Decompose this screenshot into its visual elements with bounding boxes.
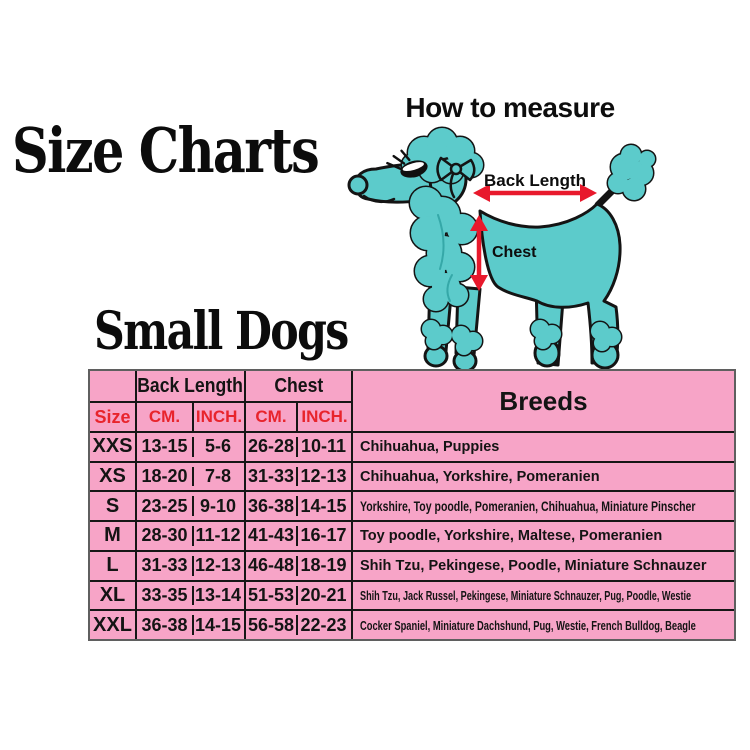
row-s-chest-cm: 36-38 (244, 490, 296, 520)
poodle-tail (598, 145, 655, 205)
row-s-breeds: Yorkshire, Toy poodle, Pomeranien, Chihuahua, Miniature Pinscher (351, 490, 734, 520)
poodle-illustration (340, 125, 700, 375)
row-xxs-size: XXS (90, 431, 135, 461)
row-m-bl-cm: 28-30 (135, 520, 192, 550)
row-xs-bl-cm: 18-20 (135, 461, 192, 491)
poodle-svg (340, 125, 700, 375)
row-l-chest-inch: 18-19 (296, 550, 351, 580)
row-xxs-bl-inch: 5-6 (192, 431, 244, 461)
header-blank-cell (90, 371, 135, 401)
row-l-bl-inch: 12-13 (192, 550, 244, 580)
poodle-nose (349, 176, 367, 194)
row-xxl-breeds: Cocker Spaniel, Miniature Dachshund, Pug, Westie, French Bulldog, Beagle (351, 609, 734, 639)
row-xxl-chest-cm: 56-58 (244, 609, 296, 639)
row-s-bl-cm: 23-25 (135, 490, 192, 520)
row-s-bl-inch: 9-10 (192, 490, 244, 520)
poodle-rear-cuffs (531, 320, 621, 368)
row-xxs-chest-cm: 26-28 (244, 431, 296, 461)
size-table (88, 369, 736, 641)
row-xs-chest-inch: 12-13 (296, 461, 351, 491)
row-xl-chest-cm: 51-53 (244, 580, 296, 610)
chest-label: Chest (492, 244, 537, 261)
header-chest: Chest (244, 371, 351, 401)
header-bl-cm: CM. (135, 401, 192, 431)
section-title: Small Dogs (94, 301, 348, 362)
row-xxs-bl-cm: 13-15 (135, 431, 192, 461)
poodle-neck-fluff (410, 187, 477, 311)
header-size: Size (90, 401, 135, 431)
row-l-size: L (90, 550, 135, 580)
row-xl-bl-cm: 33-35 (135, 580, 192, 610)
row-xs-breeds: Chihuahua, Yorkshire, Pomeranien (351, 461, 734, 491)
row-xxl-chest-inch: 22-23 (296, 609, 351, 639)
row-xl-chest-inch: 20-21 (296, 580, 351, 610)
row-l-bl-cm: 31-33 (135, 550, 192, 580)
header-chest-inch: INCH. (296, 401, 351, 431)
row-xxl-size: XXL (90, 609, 135, 639)
row-s-chest-inch: 14-15 (296, 490, 351, 520)
row-xxs-chest-inch: 10-11 (296, 431, 351, 461)
row-xl-size: XL (90, 580, 135, 610)
row-l-breeds: Shih Tzu, Pekingese, Poodle, Miniature Schnauzer (351, 550, 734, 580)
header-breeds: Breeds (351, 371, 734, 431)
header-back-length: Back Length (135, 371, 244, 401)
page-title: Size Charts (12, 114, 319, 187)
row-xxl-bl-cm: 36-38 (135, 609, 192, 639)
row-m-size: M (90, 520, 135, 550)
header-bl-inch: INCH. (192, 401, 244, 431)
measure-title: How to measure (405, 92, 615, 123)
row-m-chest-cm: 41-43 (244, 520, 296, 550)
header-chest-cm: CM. (244, 401, 296, 431)
row-xxs-breeds: Chihuahua, Puppies (351, 431, 734, 461)
row-m-chest-inch: 16-17 (296, 520, 351, 550)
row-m-bl-inch: 11-12 (192, 520, 244, 550)
back-length-arrow (473, 171, 597, 202)
back-length-label: Back Length (483, 171, 587, 190)
row-xs-size: XS (90, 461, 135, 491)
row-xxl-bl-inch: 14-15 (192, 609, 244, 639)
row-s-size: S (90, 490, 135, 520)
row-xl-breeds: Shih Tzu, Jack Russel, Pekingese, Miniature Schnauzer, Pug, Poodle, Westie (351, 580, 734, 610)
tail-pompom (608, 145, 655, 200)
row-m-breeds: Toy poodle, Yorkshire, Maltese, Pomeranien (351, 520, 734, 550)
row-xl-bl-inch: 13-14 (192, 580, 244, 610)
row-xs-chest-cm: 31-33 (244, 461, 296, 491)
row-l-chest-cm: 46-48 (244, 550, 296, 580)
row-xs-bl-inch: 7-8 (192, 461, 244, 491)
